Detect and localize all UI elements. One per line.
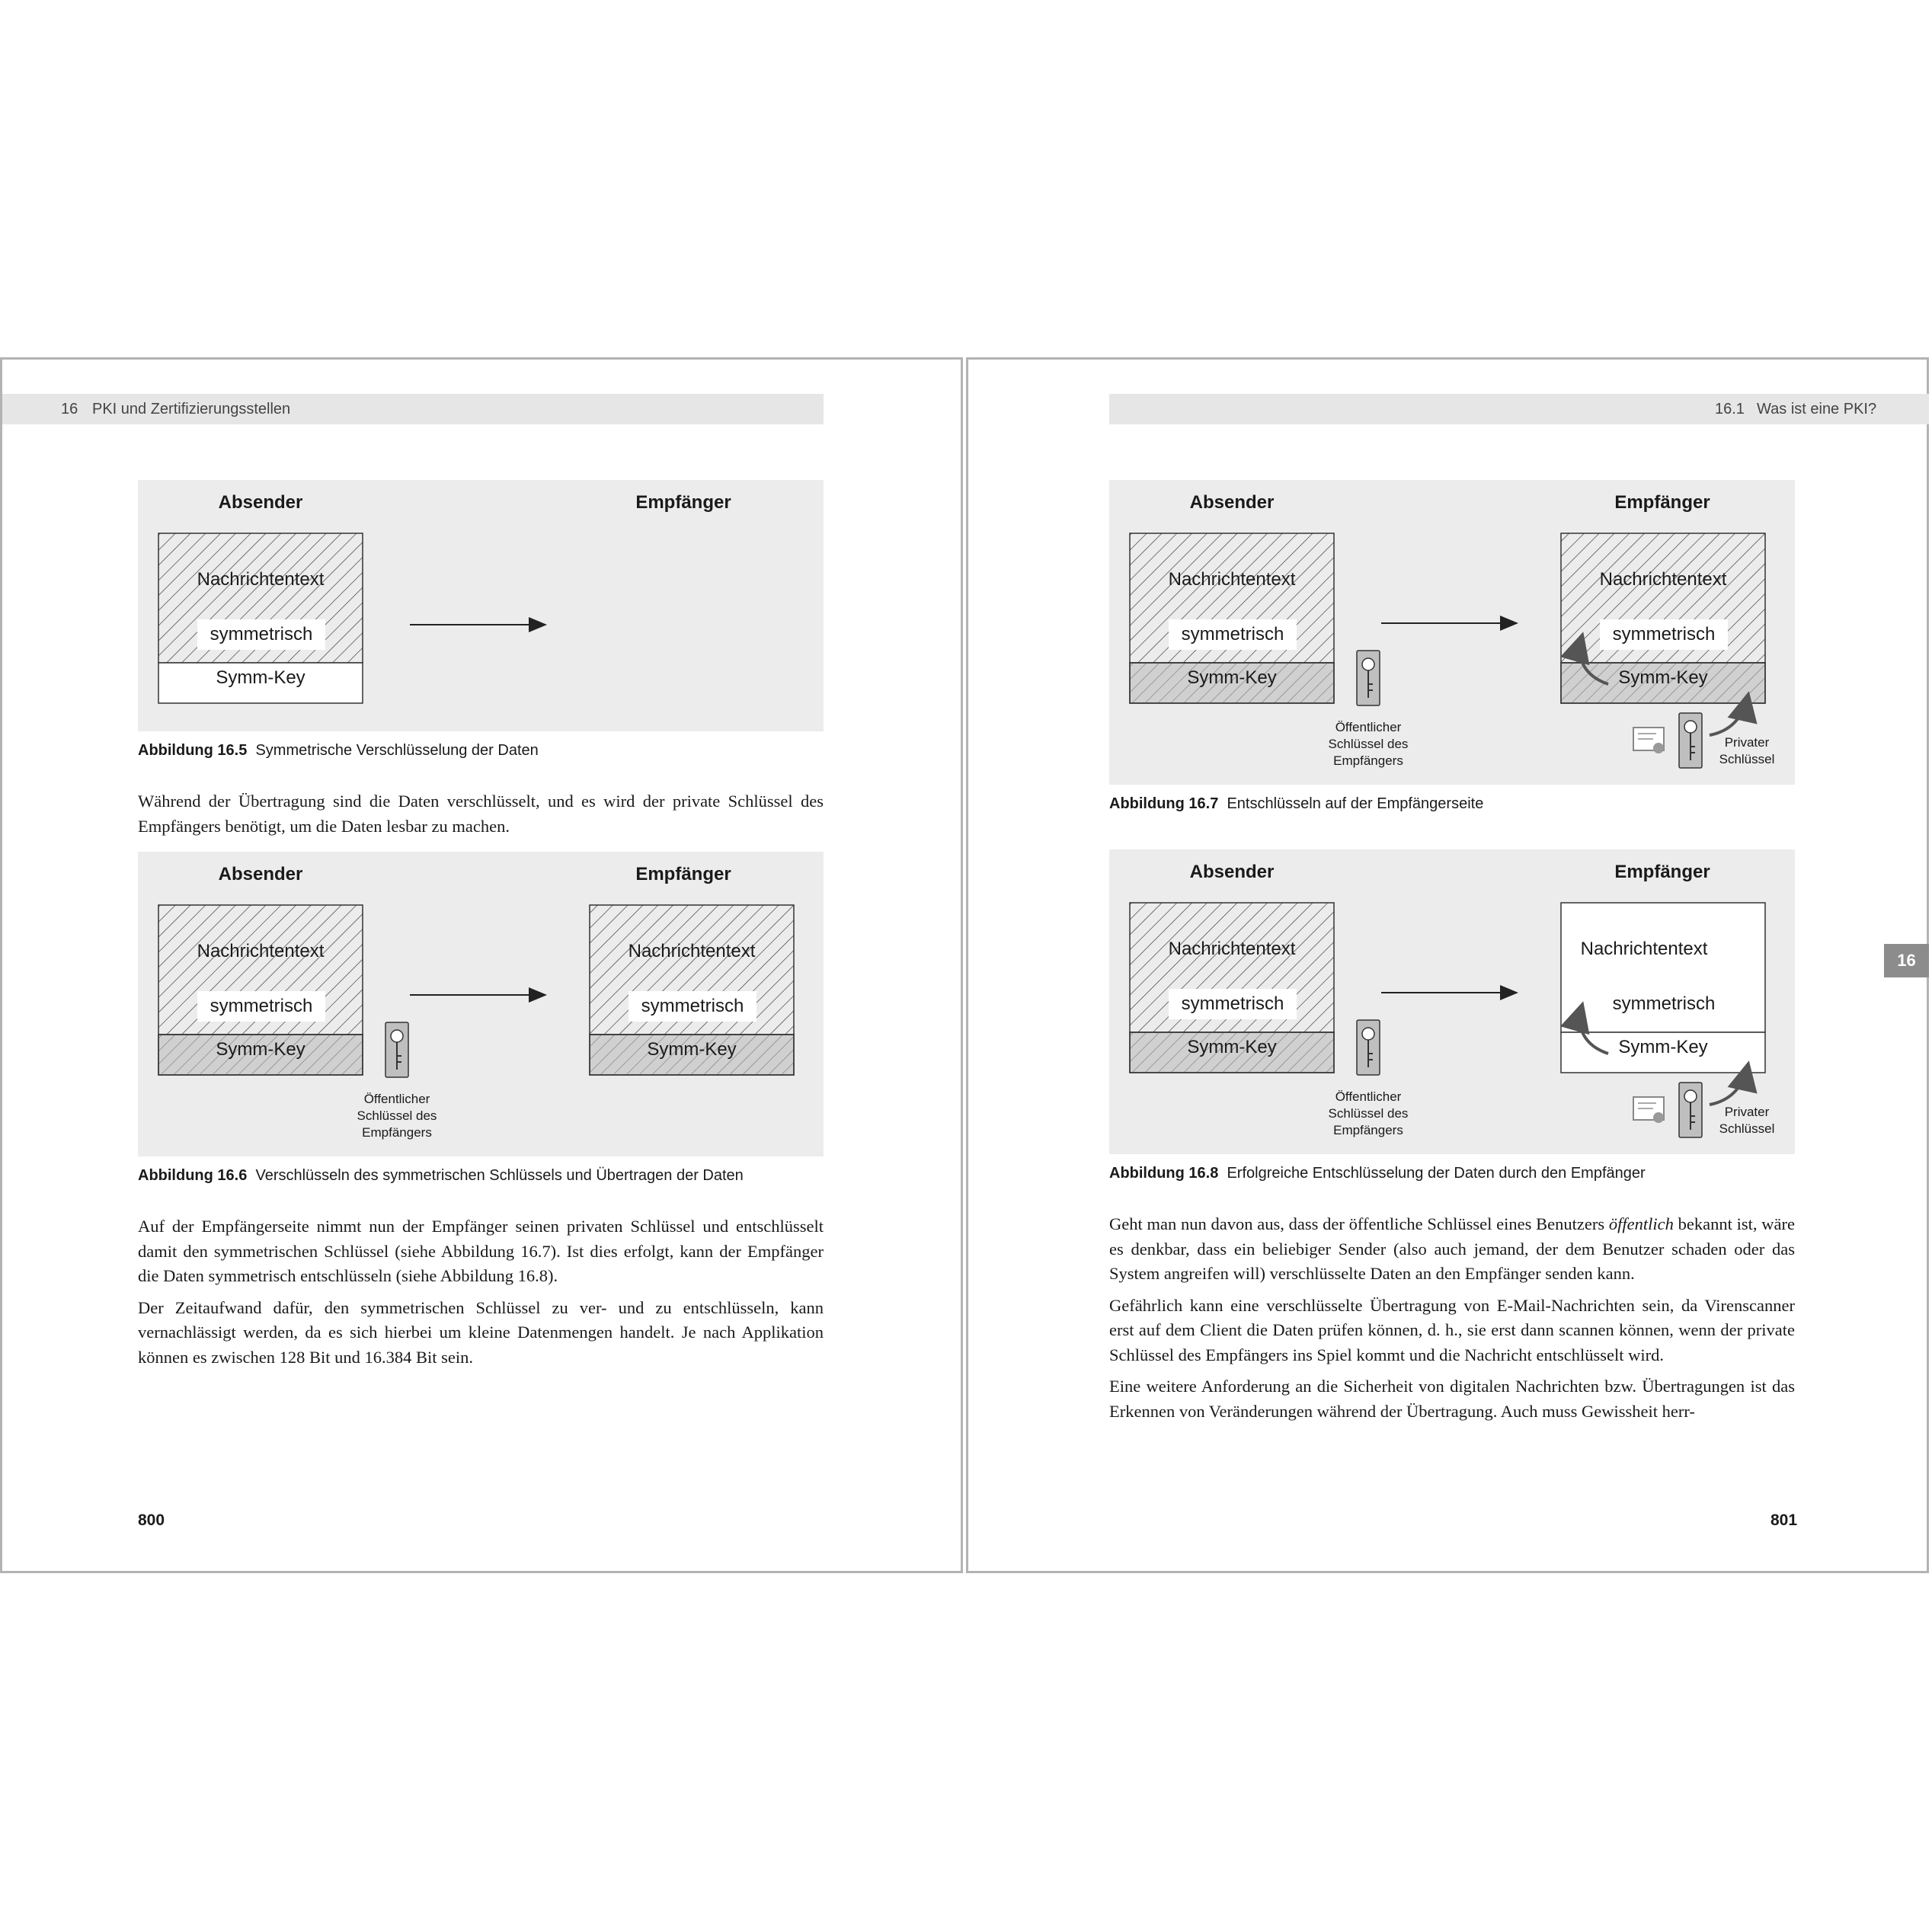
running-header [1109, 394, 1929, 424]
paragraph-text: Auf der Empfängerseite nimmt nun der Empfänger seinen privaten Schlüssel und entschlüsselt damit den symmetrischen Schlüssel (siehe Abbildung 16.7). Ist dies erfolgt, kann der Empfänger die Daten symmetrisch entschlüsseln (siehe Abbildung 16.8). [138, 1217, 824, 1285]
caption-label: Abbildung 16.8 [1109, 1165, 1219, 1182]
receiver-label: Empfänger [635, 864, 731, 884]
certificate-icon [1633, 1097, 1664, 1123]
section-title: Was ist eine PKI? [1757, 401, 1877, 417]
public-key-icon [385, 1022, 408, 1077]
private-key-icon [1679, 1083, 1702, 1137]
caption-text: Verschlüsseln des symmetrischen Schlüssels und Übertragen der Daten [255, 1167, 744, 1184]
sender-label: Absender [218, 492, 303, 513]
body-text [1109, 1212, 1795, 1431]
caption-16-8 [1109, 1165, 1646, 1182]
paragraph-text: Gefährlich kann eine verschlüsselte Übertragung von E-Mail-Nachrichten sein, da Virenscanner erst auf dem Client die Daten prüfen können, d. h., sie erst dann scannen können, wenn der private Schlüssel des Empfängers ins Spiel kommt und die Nachricht entschlüsselt wird. [1109, 1295, 1795, 1364]
receiver-label: Empfänger [1614, 492, 1710, 513]
paragraph-text-a: Geht man nun davon aus, dass der öffentliche Schlüssel eines Benutzers [1109, 1214, 1609, 1233]
public-key-icon [1357, 651, 1380, 705]
key-label-line: Schlüssel des [357, 1108, 437, 1123]
caption-text: Erfolgreiche Entschlüsselung der Daten durch den Empfänger [1227, 1165, 1646, 1182]
section-number: 16.1 [1715, 401, 1745, 417]
message-text-label: Nachrichtentext [1599, 569, 1727, 590]
symm-key-label: Symm-Key [1618, 1037, 1708, 1057]
public-key-caption [1307, 1089, 1429, 1139]
sender-label: Absender [218, 864, 303, 884]
message-text-label: Nachrichtentext [1168, 939, 1296, 959]
chapter-thumb-tab: 16 [1884, 944, 1929, 977]
caption-label: Abbildung 16.7 [1109, 795, 1219, 812]
message-text-label: Nachrichtentext [1168, 569, 1296, 590]
emphasis-text: öffentlich [1608, 1214, 1674, 1233]
key-label-line: Empfängers [1333, 1123, 1403, 1137]
symm-key-label: Symm-Key [1618, 667, 1708, 688]
caption-text: Entschlüsseln auf der Empfängerseite [1227, 795, 1484, 812]
figure-16-8 [1109, 849, 1795, 1154]
paragraph-text: Der Zeitaufwand dafür, den symmetrischen Schlüssel zu ver- und zu entschlüsseln, kann vernachlässigt werden, da es sich hierbei um kleine Datenmengen handelt. Je nach Applikation können es zwischen 128 Bit und 16.384 Bit sein. [138, 1297, 824, 1367]
key-label-line: Empfängers [1333, 753, 1403, 768]
paragraph-text: Während der Übertragung sind die Daten verschlüsselt, und es wird der private Schlüssel des Empfängers benötigt, um die Daten lesbar zu machen. [138, 792, 824, 836]
caption-16-6 [138, 1167, 744, 1185]
public-key-icon [1357, 1020, 1380, 1075]
symm-key-label: Symm-Key [1187, 1037, 1277, 1057]
message-text-label: Nachrichtentext [197, 941, 325, 961]
message-text-label: Nachrichtentext [628, 941, 756, 961]
paragraph-text-b: bekannt ist, wäre es denkbar, dass ein beliebiger Sender (also auch jemand, der dem Benutzer schaden oder das System angreifen will) verschlüsselte Daten an den Empfänger senden kann. [1109, 1214, 1795, 1283]
symm-key-label: Symm-Key [647, 1039, 737, 1060]
public-key-caption [336, 1091, 458, 1141]
body-text [138, 1214, 824, 1377]
message-text-label: Nachrichtentext [1580, 939, 1708, 959]
key-label-line: Empfängers [362, 1125, 432, 1140]
figure-16-6 [138, 852, 824, 1156]
symm-key-label: Symm-Key [1187, 667, 1277, 688]
public-key-caption [1307, 719, 1429, 769]
chapter-number: 16 [61, 401, 78, 417]
figure-16-5 [138, 480, 824, 731]
key-label-line: Öffentlicher [1335, 1089, 1402, 1104]
running-header [2, 394, 824, 424]
left-page [0, 357, 963, 1573]
caption-16-7 [1109, 795, 1483, 813]
figure-16-7 [1109, 480, 1795, 785]
symmetric-label: symmetrisch [641, 996, 744, 1016]
symm-key-label: Symm-Key [216, 1039, 305, 1060]
key-label-line: Privater [1724, 1105, 1770, 1119]
key-label-line: Schlüssel [1719, 752, 1775, 766]
private-key-caption [1705, 734, 1789, 768]
paragraph-text: Eine weitere Anforderung an die Sicherheit von digitalen Nachrichten bzw. Übertragungen ist das Erkennen von Veränderungen während der Übertragung. Auch muss Gewissheit herr- [1109, 1377, 1795, 1421]
key-label-line: Öffentlicher [363, 1092, 430, 1106]
key-label-line: Schlüssel des [1328, 737, 1409, 751]
paragraph [138, 789, 824, 846]
key-label-line: Schlüssel [1719, 1121, 1775, 1136]
symmetric-label: symmetrisch [1181, 993, 1284, 1014]
chapter-title: PKI und Zertifizierungsstellen [92, 401, 291, 417]
key-label-line: Schlüssel des [1328, 1106, 1409, 1121]
diagram-16-5 [138, 480, 824, 731]
caption-label: Abbildung 16.5 [138, 742, 248, 759]
symmetric-label: symmetrisch [210, 996, 313, 1016]
caption-text: Symmetrische Verschlüsselung der Daten [255, 742, 539, 759]
symmetric-label: symmetrisch [1181, 624, 1284, 645]
receiver-label: Empfänger [635, 492, 731, 513]
page-number: 800 [138, 1511, 165, 1529]
private-key-icon [1679, 713, 1702, 768]
private-key-caption [1705, 1104, 1789, 1137]
symmetric-label: symmetrisch [210, 624, 313, 645]
receiver-label: Empfänger [1614, 862, 1710, 882]
key-label-line: Öffentlicher [1335, 720, 1402, 734]
caption-16-5 [138, 742, 539, 760]
right-page [966, 357, 1929, 1573]
symmetric-label: symmetrisch [1612, 993, 1716, 1014]
sender-label: Absender [1189, 492, 1275, 513]
symmetric-label: symmetrisch [1612, 624, 1716, 645]
certificate-icon [1633, 728, 1664, 753]
message-text-label: Nachrichtentext [197, 569, 325, 590]
caption-label: Abbildung 16.6 [138, 1167, 248, 1184]
page-number: 801 [1770, 1511, 1798, 1529]
symm-key-label: Symm-Key [216, 667, 305, 688]
sender-label: Absender [1189, 862, 1275, 882]
paragraph-text [1109, 1212, 1795, 1287]
key-label-line: Privater [1724, 735, 1770, 750]
